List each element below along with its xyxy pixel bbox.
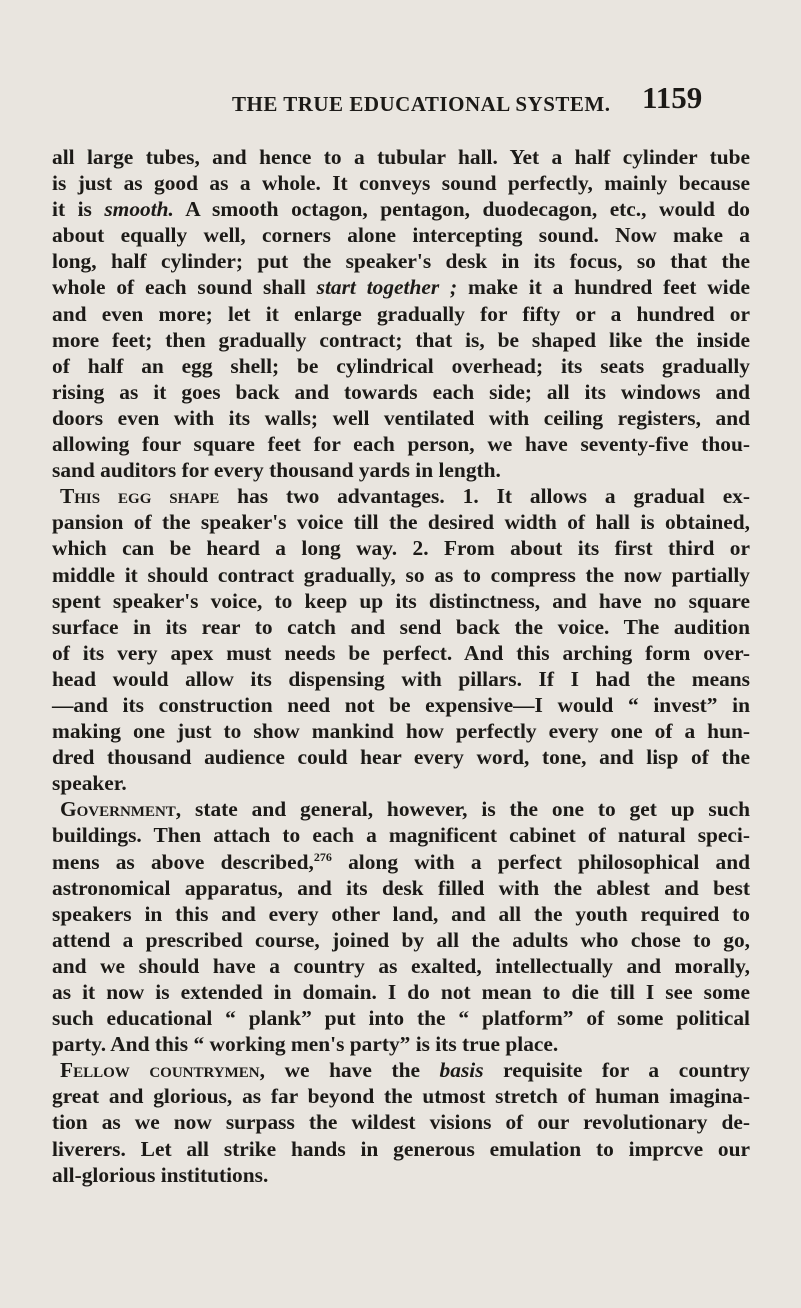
running-title: THE TRUE EDUCATIONAL SYSTEM. <box>232 92 611 116</box>
text-line: dred thousand audience could hear every word, tone, and lisp of the <box>52 745 750 770</box>
text-line: doors even with its walls; well ventilated with ceiling registers, and <box>52 405 750 430</box>
small-caps-lead: This egg shape <box>60 484 220 509</box>
small-caps-lead: Fellow countrymen, <box>60 1058 265 1083</box>
page-number: 1159 <box>642 80 703 115</box>
text-segment: requisite for a country <box>483 1058 750 1083</box>
text-line: attend a prescribed course, joined by all the adults who chose to go, <box>52 927 750 952</box>
text-line: is just as good as a whole. It conveys sound perfectly, mainly because <box>52 171 750 196</box>
text-line: spent speaker's voice, to keep up its distinctness, and have no square <box>52 588 750 613</box>
text-line: head would allow its dispensing with pillars. If I had the means <box>52 666 750 691</box>
text-segment: it is <box>52 197 105 222</box>
text-line <box>52 849 750 875</box>
text-line: all large tubes, and hence to a tubular hall. Yet a half cylinder tube <box>52 145 750 169</box>
text-line: making one just to show mankind how perfectly every one of a hun- <box>52 719 750 744</box>
text-line: speaker. <box>52 771 127 796</box>
page-header <box>0 80 801 128</box>
text-line: speakers in this and every other land, and all the youth required to <box>52 901 750 926</box>
text-segment: state and general, however, is the one to get up such <box>181 797 750 822</box>
text-segment: along with a perfect philosophical and <box>331 849 750 874</box>
text-line: more feet; then gradually contract; that is, be shaped like the inside <box>52 327 750 352</box>
text-line: tion as we now surpass the wildest visions of our revolutionary de- <box>52 1110 750 1135</box>
text-line: party. And this “ working men's party” is its true place. <box>52 1032 559 1057</box>
text-line: surface in its rear to catch and send back the voice. The audition <box>52 614 750 639</box>
text-line: all-glorious institutions. <box>52 1162 269 1187</box>
text-line <box>52 483 750 509</box>
text-line: and even more; let it enlarge gradually for fifty or a hundred or <box>52 301 750 326</box>
text-line: sand auditors for every thousand yards in length. <box>52 458 501 483</box>
text-line: astronomical apparatus, and its desk filled with the ablest and best <box>52 875 750 900</box>
text-line: rising as it goes back and towards each side; all its windows and <box>52 379 750 404</box>
text-line: middle it should contract gradually, so as to compress the now partially <box>52 562 750 587</box>
body-text <box>52 144 750 1188</box>
text-line: of its very apex must needs be perfect. And this arching form over- <box>52 640 750 665</box>
text-segment: we have the <box>264 1058 440 1083</box>
text-segment: A smooth octagon, pentagon, duodecagon, etc., would do <box>173 197 750 222</box>
text-segment: whole of each sound shall <box>52 275 317 300</box>
text-line: and we should have a country as exalted, intellectually and morally, <box>52 953 750 978</box>
text-line: pansion of the speaker's voice till the desired width of hall is obtained, <box>52 510 750 535</box>
text-line: liverers. Let all strike hands in generous emulation to imprcve our <box>52 1136 750 1161</box>
italic-emphasis: start together ; <box>316 275 458 300</box>
text-line <box>52 196 750 222</box>
text-line: great and glorious, as far beyond the utmost stretch of human imagina- <box>52 1084 750 1109</box>
text-line: long, half cylinder; put the speaker's desk in its focus, so that the <box>52 249 750 274</box>
text-line: of half an egg shell; be cylindrical overhead; its seats gradually <box>52 353 750 378</box>
text-segment: has two advantages. 1. It allows a gradual ex- <box>219 484 751 509</box>
italic-emphasis: basis <box>439 1058 484 1083</box>
text-line <box>52 1057 750 1083</box>
text-line: buildings. Then attach to each a magnificent cabinet of natural speci- <box>52 823 750 848</box>
text-line: as it now is extended in domain. I do not mean to die till I see some <box>52 980 750 1004</box>
text-line <box>52 796 750 822</box>
footnote-ref: 276 <box>313 849 332 864</box>
text-line: such educational “ plank” put into the “ platform” of some political <box>52 1006 750 1031</box>
text-line: which can be heard a long way. 2. From about its first third or <box>52 536 750 561</box>
small-caps-lead: Government, <box>60 797 182 822</box>
text-line: allowing four square feet for each person, we have seventy-five thou- <box>52 432 750 457</box>
text-line: —and its construction need not be expensive—I would “ invest” in <box>52 692 750 717</box>
italic-emphasis: smooth. <box>104 197 174 222</box>
text-line: about equally well, corners alone intercepting sound. Now make a <box>52 223 750 248</box>
text-segment: make it a hundred feet wide <box>457 275 750 300</box>
text-line <box>52 274 750 300</box>
text-segment: mens as above described, <box>52 849 314 874</box>
